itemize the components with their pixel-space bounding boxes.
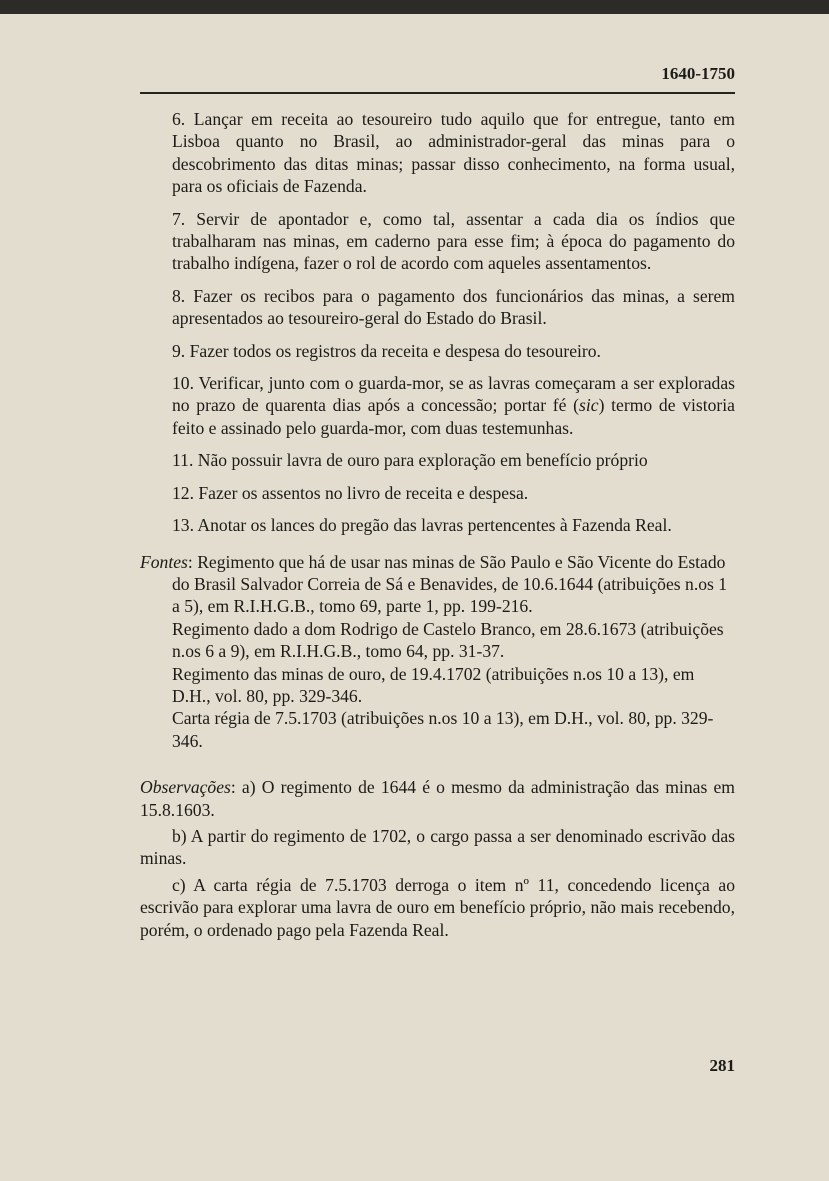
- running-header: 1640-1750: [661, 64, 735, 83]
- observations-section: [140, 776, 735, 941]
- list-item: 8. Fazer os recibos para o pagamento dos funcionários das minas, a serem apresentados ao tesoureiro-geral do Estado do Brasil.: [172, 285, 735, 329]
- sources-section: [140, 551, 735, 753]
- page-content: [140, 108, 735, 945]
- sic-mark: sic: [579, 395, 599, 416]
- source-ref: Carta régia de 7.5.1703 (atribuições n.os 10 a 13), em D.H., vol. 80, pp. 329-346.: [172, 708, 714, 751]
- observation-a: [140, 776, 735, 821]
- list-item: 7. Servir de apontador e, como tal, assentar a cada dia os índios que trabalharam nas minas, em caderno para esse fim; à época do pagamento do trabalho indígena, fazer o rol de acordo com aqueles assentamentos.: [172, 208, 735, 274]
- source-ref: Regimento dado a dom Rodrigo de Castelo Branco, em 28.6.1673 (atribuições n.os 6 a 9), em R.I.H.G.B., tomo 64, pp. 31-37.: [172, 618, 724, 662]
- observation-c: c) A carta régia de 7.5.1703 derroga o item nº 11, concedendo licença ao escrivão para explorar uma lavra de ouro em benefício próprio, não mais recebendo, porém, o ordenado pago pela Fazenda Real.: [140, 874, 735, 940]
- observations-label: Observações: [140, 777, 231, 798]
- source-ref: Regimento das minas de ouro, de 19.4.1702 (atribuições n.os 10 a 13), em D.H., vol. 80, pp. 329-346.: [172, 663, 695, 706]
- list-item: 11. Não possuir lavra de ouro para exploração em benefício próprio: [172, 450, 648, 471]
- observation-b: b) A partir do regimento de 1702, o cargo passa a ser denominado escrivão das minas.: [140, 825, 735, 869]
- header-rule: [140, 92, 735, 94]
- list-item: 13. Anotar os lances do pregão das lavras pertencentes à Fazenda Real.: [172, 515, 672, 536]
- scan-edge: [0, 0, 829, 14]
- list-item: 12. Fazer os assentos no livro de receita e despesa.: [172, 482, 529, 503]
- item-text: 10. Verificar, junto com o guarda-mor, se as lavras começaram a ser exploradas no prazo de quarenta dias após a concessão; portar fé (: [172, 373, 735, 416]
- page-number: 281: [709, 1056, 735, 1075]
- list-item: 9. Fazer todos os registros da receita e despesa do tesoureiro.: [172, 340, 601, 361]
- observation-text: a) O regimento de 1644 é o mesmo da administração das minas em 15.8.1603.: [140, 777, 735, 820]
- source-ref: Regimento que há de usar nas minas de São Paulo e São Vicente do Estado do Brasil Salvador Correia de Sá e Benavides, de 10.6.1644 (atribuições n.os 1 a 5), em R.I.H.G.B., tomo 69, parte 1, pp. 199-216.: [172, 551, 728, 617]
- observations-colon: :: [230, 777, 242, 798]
- list-item: [140, 372, 735, 439]
- item-text: ) termo de vistoria feito e assinado pelo guarda-mor, com duas testemunhas.: [172, 395, 735, 438]
- sources-colon: :: [187, 551, 198, 572]
- sources-label: Fontes: [140, 551, 188, 572]
- list-item: 6. Lançar em receita ao tesoureiro tudo aquilo que for entregue, tanto em Lisboa quanto no Brasil, ao administrador-geral das minas para o descobrimento das ditas minas; passar disso conhecimento, na forma usual, para os oficiais de Fazenda.: [172, 109, 735, 197]
